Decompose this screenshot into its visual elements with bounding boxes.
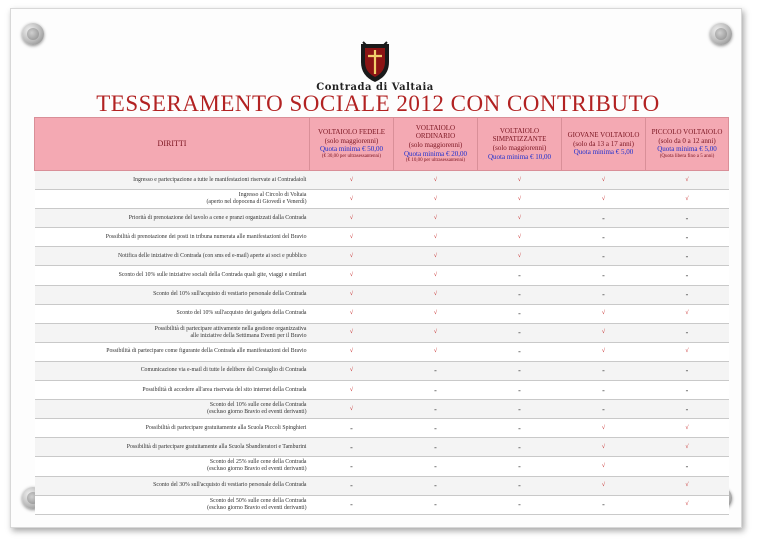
check-icon: √	[562, 419, 646, 438]
table-row	[35, 228, 729, 247]
description-line: Ingresso al Circolo di Voltaia	[238, 192, 307, 199]
right-description	[35, 171, 310, 190]
table-body	[35, 171, 729, 515]
dash-icon: -	[646, 266, 729, 285]
right-description	[35, 342, 310, 361]
description-line: Sconto del 10% sulle iniziative sociali della Contrada quali gite, viaggi e similari	[118, 272, 307, 279]
check-icon: √	[394, 209, 478, 228]
check-icon: √	[562, 457, 646, 476]
right-description	[35, 400, 310, 419]
column-header-3	[478, 118, 562, 171]
dash-icon: -	[562, 247, 646, 266]
description-line: Possibilità di partecipare attivamente nella gestione organizzativa	[154, 325, 307, 332]
check-icon: √	[646, 419, 729, 438]
column-sub: (€ 10,00 per ultrasessantenni)	[405, 158, 466, 164]
check-icon: √	[394, 342, 478, 361]
column-note: (solo maggiorenni)	[492, 144, 547, 152]
dash-icon: -	[478, 381, 562, 400]
description-line: Notifica delle iniziative di Contrada (con sms ed e-mail) aperte ai soci e pubblico	[118, 252, 307, 259]
check-icon: √	[394, 171, 478, 190]
table-row	[35, 266, 729, 285]
description-line: Possibilità di partecipare come figurante della Contrada alle manifestazioni del Bravio	[106, 348, 307, 355]
description-line: Sconto del 10% sull'acquisto di vestiario personale della Contrada	[153, 291, 307, 298]
check-icon: √	[478, 247, 562, 266]
dash-icon: -	[310, 438, 394, 457]
check-icon: √	[646, 190, 729, 209]
check-icon: √	[394, 285, 478, 304]
dash-icon: -	[478, 342, 562, 361]
description-line: Ingresso e partecipazione a tutte le manifestazioni riservate ai Contradaioli	[133, 176, 307, 183]
right-description	[35, 247, 310, 266]
table-header-row	[35, 118, 729, 171]
table-row	[35, 323, 729, 342]
dash-icon: -	[562, 400, 646, 419]
check-icon: √	[394, 266, 478, 285]
dash-icon: -	[478, 495, 562, 514]
right-description	[35, 266, 310, 285]
description-line: Possibilità di prenotazione dei posti in tribuna numerata alle manifestazioni del Bravio	[105, 233, 307, 240]
dash-icon: -	[646, 247, 729, 266]
check-icon: √	[478, 190, 562, 209]
dash-icon: -	[562, 209, 646, 228]
table-row	[35, 381, 729, 400]
right-description	[35, 190, 310, 209]
description-line: Sconto del 10% sulle cene della Contrada	[209, 402, 307, 409]
check-icon: √	[394, 190, 478, 209]
description-line: (aperto nel dopocena di Giovedì e Venerdì)	[206, 199, 307, 206]
right-description	[35, 361, 310, 380]
screw-top-left-icon	[22, 23, 44, 45]
check-icon: √	[562, 342, 646, 361]
check-icon: √	[310, 228, 394, 247]
description-line: Sconto del 10% sull'acquisto dei gadgets della Contrada	[176, 310, 307, 317]
dash-icon: -	[310, 457, 394, 476]
check-icon: √	[310, 323, 394, 342]
description-line: Possibilità di partecipare gratuitamente alla Scuola Sbandieratori e Tamburini	[126, 443, 307, 450]
dash-icon: -	[394, 495, 478, 514]
check-icon: √	[310, 381, 394, 400]
organization-name: Contrada di Valtaia	[316, 82, 434, 93]
check-icon: √	[562, 304, 646, 323]
table-row	[35, 171, 729, 190]
rights-column-header: DIRITTI	[35, 118, 310, 171]
dash-icon: -	[394, 438, 478, 457]
dash-icon: -	[562, 495, 646, 514]
dash-icon: -	[394, 381, 478, 400]
right-description	[35, 495, 310, 514]
check-icon: √	[478, 228, 562, 247]
dash-icon: -	[562, 228, 646, 247]
dash-icon: -	[478, 266, 562, 285]
dash-icon: -	[478, 400, 562, 419]
table-row	[35, 361, 729, 380]
column-header-5	[646, 118, 729, 171]
description-line: Comunicazione via e-mail di tutte le delibere del Consiglio di Contrada	[140, 367, 307, 374]
check-icon: √	[646, 342, 729, 361]
table-row	[35, 304, 729, 323]
check-icon: √	[310, 342, 394, 361]
description-line: Sconto del 25% sulle cene della Contrada	[209, 459, 307, 466]
right-description	[35, 381, 310, 400]
check-icon: √	[646, 171, 729, 190]
check-icon: √	[310, 400, 394, 419]
column-name: GIOVANE VOLTAIOLO	[567, 131, 640, 140]
dash-icon: -	[394, 476, 478, 495]
dash-icon: -	[562, 266, 646, 285]
check-icon: √	[310, 190, 394, 209]
check-icon: √	[562, 323, 646, 342]
right-description	[35, 438, 310, 457]
dash-icon: -	[478, 438, 562, 457]
page-title: TESSERAMENTO SOCIALE 2012 CON CONTRIBUTO	[96, 91, 660, 116]
right-description	[35, 209, 310, 228]
check-icon: √	[646, 304, 729, 323]
dash-icon: -	[646, 457, 729, 476]
check-icon: √	[310, 304, 394, 323]
table-row	[35, 457, 729, 476]
dash-icon: -	[310, 476, 394, 495]
column-header-4	[562, 118, 646, 171]
table-row	[35, 190, 729, 209]
dash-icon: -	[478, 361, 562, 380]
description-line: Possibilità di accedere all'area riservata del sito internet della Contrada	[142, 386, 307, 393]
table-row	[35, 419, 729, 438]
dash-icon: -	[646, 285, 729, 304]
membership-table	[34, 117, 729, 515]
check-icon: √	[562, 476, 646, 495]
dash-icon: -	[478, 285, 562, 304]
check-icon: √	[646, 476, 729, 495]
description-line: (escluso giorno Bravio ed eventi derivanti)	[207, 466, 307, 473]
table-row	[35, 342, 729, 361]
column-sub: (€ 30,00 per ultrasessantenni)	[321, 153, 382, 159]
contrada-crest-icon	[357, 40, 393, 84]
table-row	[35, 495, 729, 514]
check-icon: √	[310, 247, 394, 266]
dash-icon: -	[646, 381, 729, 400]
check-icon: √	[646, 495, 729, 514]
check-icon: √	[310, 361, 394, 380]
check-icon: √	[310, 171, 394, 190]
dash-icon: -	[646, 228, 729, 247]
dash-icon: -	[478, 419, 562, 438]
description-line: alle iniziative della Settimana Eventi per il Bravio	[190, 332, 307, 339]
dash-icon: -	[562, 381, 646, 400]
check-icon: √	[394, 323, 478, 342]
table-row	[35, 285, 729, 304]
dash-icon: -	[394, 457, 478, 476]
column-quota: Quota minima € 10,00	[488, 152, 551, 161]
check-icon: √	[394, 304, 478, 323]
right-description	[35, 419, 310, 438]
table-row	[35, 247, 729, 266]
column-quota: Quota minima € 50,00	[320, 145, 383, 154]
check-icon: √	[562, 438, 646, 457]
check-icon: √	[310, 209, 394, 228]
dash-icon: -	[646, 400, 729, 419]
check-icon: √	[478, 209, 562, 228]
column-quota: Quota minima € 5,00	[657, 145, 717, 154]
right-description	[35, 457, 310, 476]
check-icon: √	[646, 438, 729, 457]
right-description	[35, 228, 310, 247]
dash-icon: -	[562, 361, 646, 380]
description-line: (escluso giorno Bravio ed eventi derivanti)	[207, 504, 307, 511]
table-row	[35, 400, 729, 419]
column-note: (solo maggiorenni)	[408, 141, 463, 149]
check-icon: √	[562, 190, 646, 209]
check-icon: √	[394, 247, 478, 266]
dash-icon: -	[478, 323, 562, 342]
column-header-2	[394, 118, 478, 171]
table-row	[35, 438, 729, 457]
dash-icon: -	[394, 400, 478, 419]
right-description	[35, 476, 310, 495]
table-row	[35, 476, 729, 495]
description-line: Sconto del 50% sulle cene della Contrada	[209, 497, 307, 504]
check-icon: √	[478, 171, 562, 190]
column-name: VOLTAIOLO FEDELE	[317, 128, 386, 137]
right-description	[35, 323, 310, 342]
dash-icon: -	[478, 304, 562, 323]
column-name: VOLTAIOLO ORDINARIO	[415, 123, 456, 141]
right-description	[35, 304, 310, 323]
check-icon: √	[310, 266, 394, 285]
column-name: VOLTAIOLO SIMPATIZZANTE	[492, 126, 547, 144]
check-icon: √	[562, 171, 646, 190]
column-sub: (Quota libera fino a 5 anni)	[659, 153, 715, 159]
check-icon: √	[394, 228, 478, 247]
column-name: PICCOLO VOLTAIOLO	[651, 128, 723, 137]
description-line: (escluso giorno Bravio ed eventi derivanti)	[207, 409, 307, 416]
column-quota: Quota minima € 20,00	[404, 149, 467, 158]
check-icon: √	[310, 285, 394, 304]
dash-icon: -	[394, 361, 478, 380]
dash-icon: -	[478, 476, 562, 495]
dash-icon: -	[310, 419, 394, 438]
dash-icon: -	[646, 209, 729, 228]
description-line: Sconto del 30% sull'acquisto di vestiario personale della Contrada	[153, 482, 307, 489]
description-line: Priorità di prenotazione del tavolo a cene e pranzi organizzati dalla Contrada	[128, 214, 307, 221]
dash-icon: -	[394, 419, 478, 438]
right-description	[35, 285, 310, 304]
column-note: (solo da 0 a 12 anni)	[658, 136, 716, 145]
description-line: Possibilità di partecipare gratuitamente alla Scuola Piccoli Spinghieri	[145, 424, 307, 431]
dash-icon: -	[562, 285, 646, 304]
table-row	[35, 209, 729, 228]
column-note: (solo maggiorenni)	[324, 136, 379, 145]
dash-icon: -	[310, 495, 394, 514]
dash-icon: -	[646, 323, 729, 342]
column-note: (solo da 13 a 17 anni)	[573, 139, 634, 148]
column-header-1	[310, 118, 394, 171]
dash-icon: -	[646, 361, 729, 380]
column-quota: Quota minima € 5,00	[573, 148, 634, 157]
screw-top-right-icon	[710, 23, 732, 45]
dash-icon: -	[478, 457, 562, 476]
